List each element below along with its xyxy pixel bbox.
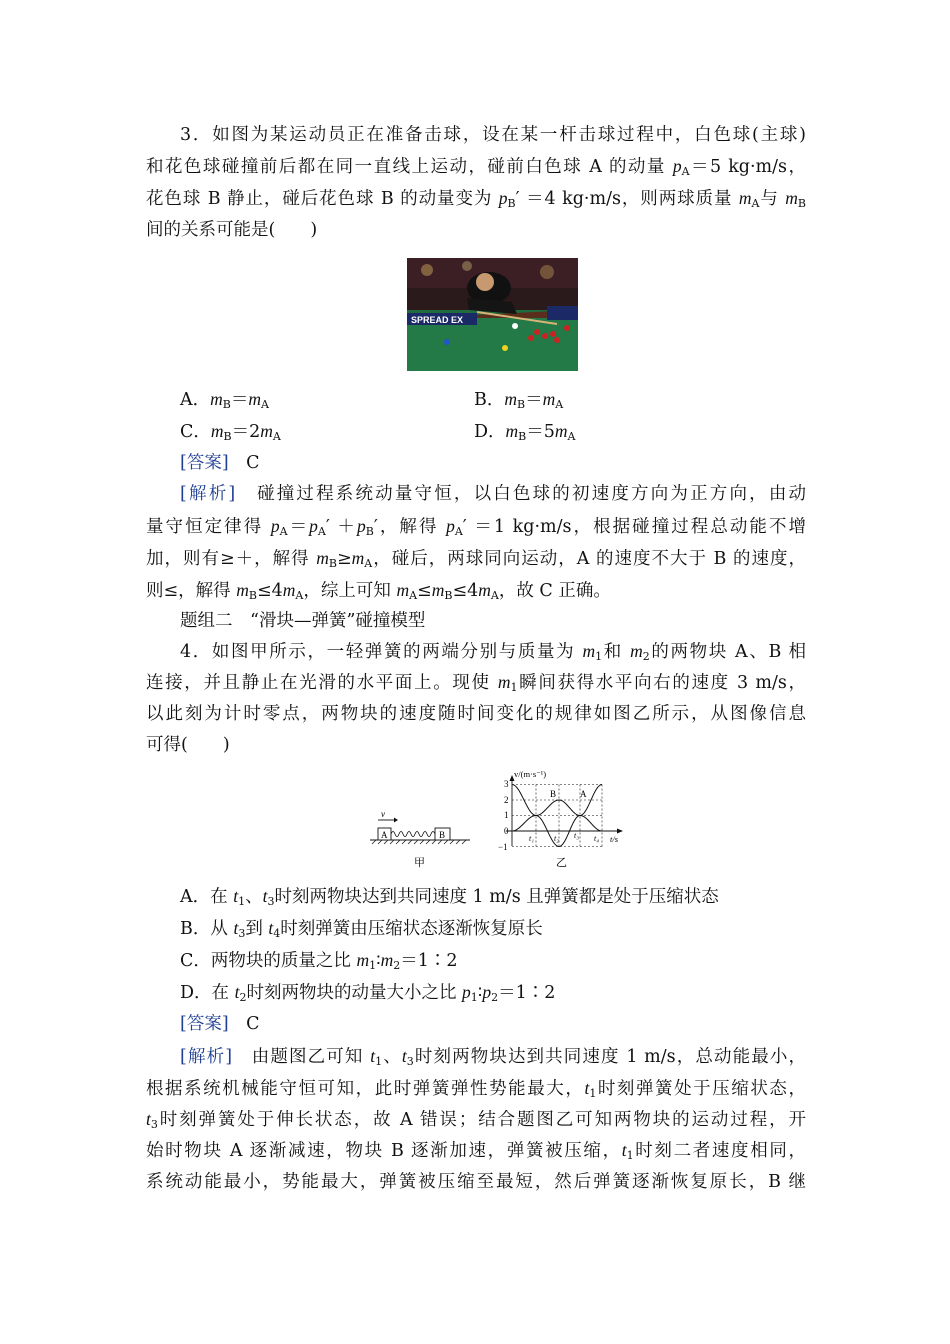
q4-analysis-1 bbox=[180, 1043, 806, 1070]
sub: 4 bbox=[273, 927, 281, 940]
text: ＝ bbox=[525, 390, 543, 410]
q3-line-4 bbox=[146, 217, 806, 243]
text: ，故 C 正确。 bbox=[498, 581, 611, 601]
text: B．从 bbox=[180, 919, 234, 939]
group-heading bbox=[180, 608, 806, 634]
block-a-label: A bbox=[381, 830, 388, 840]
text: 2 bbox=[249, 422, 261, 442]
sub: A bbox=[279, 525, 288, 538]
q3-line-3 bbox=[146, 185, 806, 212]
sub: 1 bbox=[589, 1087, 597, 1100]
analysis-tag: [解析] bbox=[180, 484, 236, 504]
velocity-arrowhead bbox=[394, 818, 398, 823]
sub: 1 bbox=[375, 1055, 383, 1068]
q4-line-2 bbox=[146, 669, 806, 696]
y-tick-3: 3 bbox=[504, 779, 509, 789]
sub: 2 bbox=[393, 959, 401, 972]
text: ＝5 kg·m/s， bbox=[689, 157, 807, 177]
text: 花色球 B 静止，碰后花色球 B 的动量变为 bbox=[146, 189, 499, 209]
text: 以此刻为计时零点，两物块的速度随时间变化的规律如图乙所示，从图像信息 bbox=[146, 704, 806, 724]
symbol-t: t bbox=[146, 1109, 151, 1129]
q3-analysis-4 bbox=[146, 577, 806, 604]
text: 与 bbox=[759, 189, 786, 209]
text: ，综上可知 bbox=[303, 581, 397, 601]
text: ∶ bbox=[376, 951, 381, 971]
sub: B bbox=[797, 197, 806, 210]
symbol-m: m bbox=[210, 421, 224, 441]
symbol-m: m bbox=[554, 421, 568, 441]
symbol-m: m bbox=[236, 580, 249, 600]
q3-line-2 bbox=[146, 153, 806, 180]
text: 连接，并且静止在光滑的水平面上。现使 bbox=[146, 673, 498, 693]
text: C．两物块的质量之比 bbox=[180, 951, 357, 971]
text: 时刻二者速度相同， bbox=[633, 1141, 807, 1161]
symbol-m: m bbox=[497, 672, 511, 692]
text: 瞬间获得水平向右的速度 3 m/s， bbox=[517, 673, 806, 693]
text: C． bbox=[180, 422, 211, 442]
sub: B bbox=[223, 430, 232, 443]
answer-tag: [答案] bbox=[180, 453, 229, 473]
text: 4．如图甲所示，一轻弹簧的两端分别与质量为 bbox=[180, 642, 583, 662]
billiards-photo bbox=[407, 258, 578, 371]
answer-value: C bbox=[228, 453, 260, 473]
symbol-m: m bbox=[504, 389, 518, 409]
symbol-t: t bbox=[234, 982, 240, 1002]
sub: A bbox=[567, 430, 576, 443]
text: 时刻弹簧处于压缩状态， bbox=[596, 1079, 806, 1099]
symbol-m: m bbox=[316, 548, 329, 568]
symbol-m: m bbox=[630, 641, 643, 661]
sub: 1 bbox=[470, 991, 478, 1004]
text: 时刻弹簧处于伸长状态，故 A 错误；结合题图乙可知两物块的运动过程，开 bbox=[157, 1110, 806, 1130]
sub: A bbox=[409, 589, 418, 602]
text: ＝ bbox=[287, 517, 310, 537]
symbol-p: p bbox=[482, 982, 492, 1002]
symbol-p: p bbox=[672, 156, 682, 176]
sub: 3 bbox=[238, 927, 246, 940]
symbol-m: m bbox=[248, 389, 262, 409]
answer-value: C bbox=[228, 1014, 260, 1034]
sub: B bbox=[517, 398, 526, 411]
sub: A bbox=[364, 557, 373, 570]
sub: 3 bbox=[267, 895, 275, 908]
q4-analysis-2 bbox=[146, 1075, 806, 1102]
text: ＝ bbox=[230, 390, 249, 410]
sub: B bbox=[444, 589, 453, 602]
sub: 1 bbox=[595, 650, 603, 663]
sub: 1 bbox=[238, 895, 246, 908]
symbol-m: m bbox=[431, 580, 445, 600]
billiards-photo-illustration bbox=[407, 258, 578, 371]
series-b-label: B bbox=[550, 789, 557, 799]
text: 系统动能最小，势能最大，弹簧被压缩至最短，然后弹簧逐渐恢复原长，B 继 bbox=[146, 1172, 806, 1192]
text: 题组二 “滑块—弹簧”碰撞模型 bbox=[180, 611, 426, 631]
symbol-p: p bbox=[270, 516, 280, 536]
text: D．在 bbox=[180, 983, 235, 1003]
symbol-m: m bbox=[356, 950, 370, 970]
symbol-m: m bbox=[210, 389, 223, 409]
q3-option-c[interactable] bbox=[180, 418, 281, 445]
text: A． bbox=[180, 390, 211, 410]
q4-analysis-3 bbox=[146, 1106, 806, 1133]
symbol-p: p bbox=[309, 516, 318, 536]
x-tick-t4: t₄ bbox=[594, 834, 600, 843]
symbol-m: m bbox=[478, 580, 491, 600]
sub: B bbox=[518, 430, 527, 443]
text: D． bbox=[474, 422, 506, 442]
q4-option-c[interactable] bbox=[180, 947, 806, 974]
symbol-p: p bbox=[462, 982, 471, 1002]
symbol-m: m bbox=[785, 188, 798, 208]
sub: A bbox=[490, 589, 499, 602]
x-axis-label: t/s bbox=[610, 834, 619, 844]
text: 时刻弹簧由压缩状态逐渐恢复原长 bbox=[280, 919, 543, 939]
symbol-t: t bbox=[621, 1140, 627, 1160]
text: 根据系统机械能守恒可知，此时弹簧弹性势能最大， bbox=[146, 1079, 585, 1099]
text: 加，则有≥＋，解得 bbox=[146, 549, 317, 569]
x-tick-t3: t₃ bbox=[574, 831, 580, 840]
sub: B bbox=[365, 525, 374, 538]
text: ∶ bbox=[477, 983, 483, 1003]
q3-option-d[interactable] bbox=[474, 418, 576, 445]
q4-analysis-5 bbox=[146, 1169, 806, 1195]
x-axis-arrow bbox=[617, 829, 623, 834]
symbol-m: m bbox=[396, 580, 410, 600]
sub: 3 bbox=[406, 1055, 414, 1068]
text: 和花色球碰撞前后都在同一直线上运动，碰前白色球 A 的动量 bbox=[146, 157, 673, 177]
symbol-t: t bbox=[584, 1078, 590, 1098]
y-axis-label: v/(m·s⁻¹) bbox=[514, 769, 547, 779]
x-tick-t2: t₂ bbox=[554, 834, 560, 843]
text: A．在 bbox=[180, 887, 234, 907]
q3-option-b[interactable] bbox=[474, 386, 563, 413]
text: 、 bbox=[245, 887, 263, 907]
text: ＝1∶2 bbox=[400, 951, 458, 971]
answer-tag: [答案] bbox=[180, 1014, 229, 1034]
text: ，解得 bbox=[377, 517, 447, 537]
text: 时刻两物块达到共同速度 1 m/s 且弹簧都是处于压缩状态 bbox=[274, 887, 719, 907]
symbol-m: m bbox=[505, 421, 519, 441]
text: ≥ bbox=[336, 549, 352, 569]
symbol-t: t bbox=[268, 918, 274, 938]
text: 的两物块 A、B 相 bbox=[649, 642, 806, 662]
sub: 1 bbox=[369, 959, 377, 972]
sub: A bbox=[555, 398, 564, 411]
figure-jia-caption: 甲 bbox=[414, 856, 425, 869]
text: ′ ＝1 kg·m/s，根据碰撞过程总动能不增 bbox=[462, 517, 806, 537]
text: 时刻两物块达到共同速度 1 m/s，总动能最小， bbox=[413, 1047, 807, 1067]
symbol-t: t bbox=[262, 886, 268, 906]
sub: A bbox=[295, 589, 304, 602]
sub: B bbox=[507, 197, 516, 210]
sub: A bbox=[454, 525, 463, 538]
symbol-p: p bbox=[446, 516, 455, 536]
sub: 1 bbox=[626, 1149, 634, 1162]
figure-yi-caption: 乙 bbox=[556, 856, 567, 869]
block-b-label: B bbox=[439, 830, 446, 840]
q4-line-4 bbox=[146, 732, 806, 758]
text: 3．如图为某运动员正在准备击球，设在某一杆击球过程中，白色球(主球) bbox=[180, 125, 806, 145]
symbol-t: t bbox=[401, 1046, 407, 1066]
sub: 1 bbox=[510, 681, 518, 694]
symbol-t: t bbox=[233, 886, 239, 906]
text: 时刻两物块的动量大小之比 bbox=[246, 983, 463, 1003]
text: 和 bbox=[602, 642, 631, 662]
symbol-t: t bbox=[370, 1046, 376, 1066]
text: ≤4 bbox=[452, 581, 479, 601]
text: 碰撞过程系统动量守恒，以白色球的初速度方向为正方向，由动 bbox=[235, 484, 806, 504]
symbol-m: m bbox=[260, 421, 273, 441]
text: B． bbox=[474, 390, 505, 410]
text: ＝ bbox=[231, 422, 250, 442]
text: ＝1∶2 bbox=[498, 983, 556, 1003]
symbol-m: m bbox=[582, 641, 596, 661]
q3-option-a[interactable] bbox=[180, 386, 269, 413]
q4-line-3 bbox=[146, 701, 806, 727]
symbol-m: m bbox=[542, 389, 556, 409]
banner-text: SPREAD EX bbox=[411, 315, 464, 325]
text: 、 bbox=[382, 1047, 402, 1067]
series-a-label: A bbox=[580, 789, 587, 799]
q3-analysis-2: 量守恒定律得 $p_A=p_A' +p_B'$，解得 $p_A' =1$ kg·m/s，根据碰撞过程总动能不增 bbox=[146, 516, 806, 538]
text: 由题图乙可知 bbox=[232, 1047, 371, 1067]
q4-answer bbox=[180, 1011, 806, 1037]
text: 间的关系可能是( ) bbox=[146, 220, 318, 240]
sub: A bbox=[261, 398, 269, 411]
figure-jia bbox=[370, 809, 470, 869]
text: 5 bbox=[543, 422, 555, 442]
q4-line-1 bbox=[180, 638, 806, 665]
sub: 2 bbox=[642, 650, 650, 663]
text: ≤ bbox=[417, 581, 432, 601]
q4-option-b[interactable] bbox=[180, 915, 806, 942]
text: ′ ＝4 kg·m/s，则两球质量 bbox=[515, 189, 739, 209]
sub: A bbox=[751, 197, 760, 210]
sub: A bbox=[681, 165, 690, 178]
q3-answer bbox=[180, 450, 806, 476]
sub: A bbox=[272, 430, 281, 443]
figure-yi-chart bbox=[498, 769, 623, 869]
symbol-m: m bbox=[380, 950, 394, 970]
text: ＝ bbox=[526, 422, 544, 442]
sub: 2 bbox=[491, 991, 499, 1004]
text: 量守恒定律得 bbox=[146, 517, 271, 537]
q3-analysis-1 bbox=[180, 481, 806, 507]
ground-hatch bbox=[372, 840, 466, 844]
text: ′ ＋ bbox=[325, 517, 357, 537]
symbol-m: m bbox=[282, 580, 296, 600]
symbol-p: p bbox=[356, 516, 366, 536]
x-tick-t1: t₁ bbox=[529, 834, 535, 843]
q4-option-d[interactable] bbox=[180, 979, 806, 1006]
symbol-t: t bbox=[233, 918, 239, 938]
text: 可得( ) bbox=[146, 735, 230, 755]
symbol-m: m bbox=[351, 548, 365, 568]
symbol-m: m bbox=[738, 188, 752, 208]
analysis-tag: [解析] bbox=[180, 1047, 233, 1067]
sub: A bbox=[317, 525, 326, 538]
y-tick-1: 1 bbox=[504, 810, 509, 820]
q4-figures bbox=[366, 766, 636, 878]
y-tick-0: 0 bbox=[504, 826, 509, 836]
text: ，碰后，两球同向运动，A 的速度不大于 B 的速度， bbox=[372, 549, 806, 569]
sub: B bbox=[328, 557, 337, 570]
q4-option-a[interactable] bbox=[180, 883, 806, 910]
velocity-label: v bbox=[381, 809, 385, 819]
q3-line-1 bbox=[180, 122, 806, 148]
text: 则≤，解得 bbox=[146, 581, 237, 601]
text: 始时物块 A 逐渐减速，物块 B 逐渐加速，弹簧被压缩， bbox=[146, 1141, 622, 1161]
y-tick-2: 2 bbox=[504, 795, 509, 805]
y-tick-minus1: −1 bbox=[498, 842, 508, 852]
sub: B bbox=[248, 589, 257, 602]
symbol-p: p bbox=[498, 188, 508, 208]
text: ≤4 bbox=[256, 581, 283, 601]
sub: 3 bbox=[150, 1118, 158, 1131]
q3-analysis-3 bbox=[146, 545, 806, 572]
text: 到 bbox=[245, 919, 269, 939]
sub: B bbox=[222, 398, 231, 411]
figure-svg bbox=[366, 766, 636, 878]
sub: 2 bbox=[239, 991, 247, 1004]
q4-analysis-4 bbox=[146, 1137, 806, 1164]
